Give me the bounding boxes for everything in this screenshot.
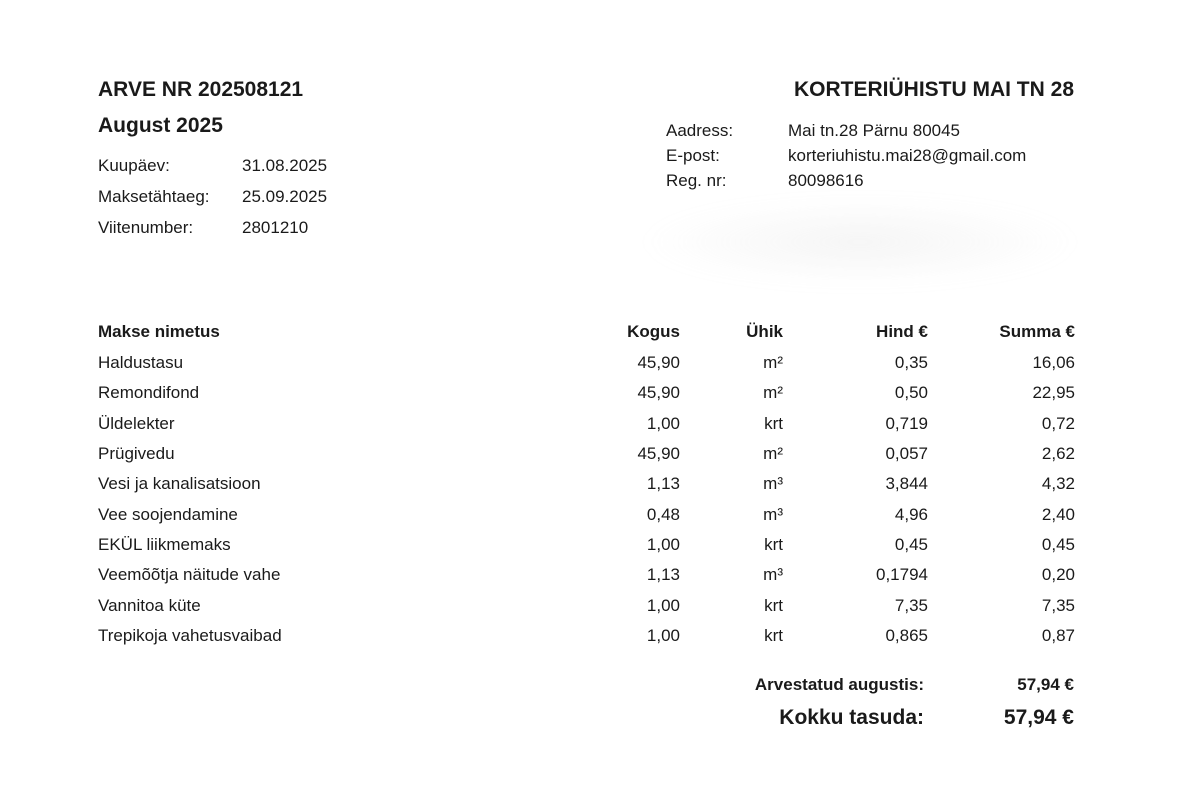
cell-sum: 22,95 (1032, 383, 1075, 403)
cell-price: 0,719 (885, 413, 928, 433)
organization-name: KORTERIÜHISTU MAI TN 28 (793, 78, 1074, 101)
cell-unit: krt (764, 595, 783, 615)
table-row (98, 348, 1075, 378)
cell-qty: 45,90 (637, 444, 680, 464)
cell-price: 0,45 (894, 534, 928, 554)
contact-value: 80098616 (788, 170, 864, 190)
cell-name: Prügivedu (98, 444, 175, 464)
cell-name: Üldelekter (98, 413, 175, 433)
cell-price: 3,844 (885, 474, 928, 494)
cell-qty: 45,90 (637, 383, 680, 403)
meta-label: Maksetähtaeg: (98, 186, 210, 206)
invoice-period: August 2025 (98, 114, 223, 137)
header-unit: Ühik (746, 322, 783, 341)
cell-name: Vesi ja kanalisatsioon (98, 474, 261, 494)
meta-value: 25.09.2025 (242, 186, 328, 206)
cell-unit: krt (764, 534, 783, 554)
table-row (98, 590, 1075, 620)
cell-qty: 1,00 (646, 534, 680, 554)
table-row (98, 439, 1075, 469)
cell-name: EKÜL liikmemaks (98, 534, 231, 554)
table-row (98, 499, 1075, 529)
header-price: Hind € (876, 322, 928, 341)
meta-label: Viitenumber: (98, 217, 194, 237)
contact-row-reg-nr (666, 168, 1026, 193)
cell-qty: 1,13 (646, 474, 680, 494)
table-body (98, 348, 1075, 651)
cell-sum: 0,45 (1041, 534, 1075, 554)
meta-value: 31.08.2025 (242, 155, 328, 175)
table-row (98, 621, 1075, 651)
cell-price: 0,50 (894, 383, 928, 403)
meta-value: 2801210 (242, 217, 309, 237)
items-table (98, 316, 1075, 651)
cell-unit: m² (763, 383, 783, 403)
total-row (734, 700, 1074, 736)
cell-unit: m³ (763, 565, 783, 585)
cell-name: Haldustasu (98, 353, 184, 373)
cell-qty: 45,90 (637, 353, 680, 373)
table-row (98, 530, 1075, 560)
cell-price: 0,865 (885, 625, 928, 645)
header-qty: Kogus (627, 322, 680, 341)
cell-unit: m³ (763, 504, 783, 524)
meta-label: Kuupäev: (98, 155, 170, 175)
header-sum: Summa € (999, 322, 1075, 341)
cell-sum: 2,62 (1041, 444, 1075, 464)
cell-unit: m² (763, 353, 783, 373)
cell-sum: 7,35 (1041, 595, 1075, 615)
invoice-title: ARVE NR 202508121 (98, 78, 304, 101)
contact-row-email (666, 143, 1026, 168)
contact-label: E-post: (666, 145, 720, 165)
cell-qty: 0,48 (646, 504, 680, 524)
cell-unit: m³ (763, 474, 783, 494)
redacted-area (640, 198, 1080, 286)
cell-unit: m² (763, 444, 783, 464)
cell-sum: 4,32 (1041, 474, 1075, 494)
cell-qty: 1,13 (646, 565, 680, 585)
cell-price: 0,35 (894, 353, 928, 373)
calculated-label: Arvestatud augustis: (754, 675, 924, 694)
cell-name: Vee soojendamine (98, 504, 238, 524)
cell-price: 0,1794 (876, 565, 928, 585)
cell-price: 4,96 (894, 504, 928, 524)
table-row (98, 409, 1075, 439)
cell-sum: 0,87 (1041, 625, 1075, 645)
calculated-row (734, 670, 1074, 700)
cell-price: 0,057 (885, 444, 928, 464)
meta-row-date (98, 150, 327, 181)
table-row (98, 560, 1075, 590)
cell-unit: krt (764, 413, 783, 433)
table-row (98, 469, 1075, 499)
cell-sum: 2,40 (1041, 504, 1075, 524)
meta-row-due-date (98, 181, 327, 212)
contact-value: korteriuhistu.mai28@gmail.com (788, 145, 1027, 165)
cell-sum: 0,20 (1041, 565, 1075, 585)
cell-name: Trepikoja vahetusvaibad (98, 625, 282, 645)
table-header (98, 316, 1075, 348)
contact-row-address (666, 118, 1026, 143)
cell-name: Remondifond (98, 383, 200, 403)
cell-sum: 0,72 (1041, 413, 1075, 433)
contact-value: Mai tn.28 Pärnu 80045 (788, 120, 961, 140)
invoice-meta (98, 150, 327, 243)
meta-row-reference (98, 212, 327, 243)
totals (734, 670, 1074, 736)
contact-label: Reg. nr: (666, 170, 727, 190)
total-label: Kokku tasuda: (779, 706, 924, 729)
header-name: Makse nimetus (98, 322, 220, 341)
cell-name: Veemõõtja näitude vahe (98, 565, 281, 585)
table-row (98, 378, 1075, 408)
cell-unit: krt (764, 625, 783, 645)
calculated-value: 57,94 € (1017, 675, 1074, 694)
cell-price: 7,35 (894, 595, 928, 615)
cell-qty: 1,00 (646, 625, 680, 645)
contact-label: Aadress: (666, 120, 734, 140)
cell-sum: 16,06 (1032, 353, 1075, 373)
organization-contact (666, 118, 1026, 193)
cell-name: Vannitoa küte (98, 595, 201, 615)
total-value: 57,94 € (1003, 706, 1074, 729)
cell-qty: 1,00 (646, 413, 680, 433)
cell-qty: 1,00 (646, 595, 680, 615)
